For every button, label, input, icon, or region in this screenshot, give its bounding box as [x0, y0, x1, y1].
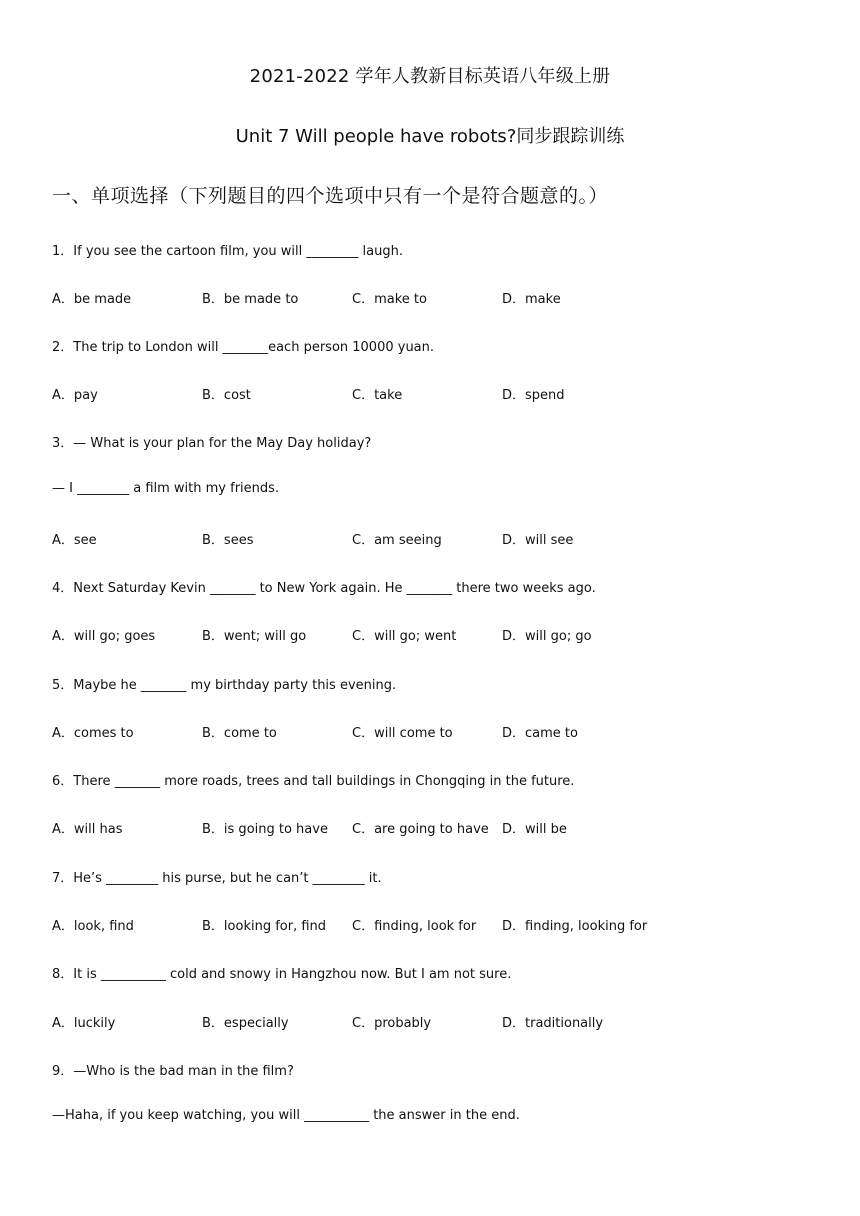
question-7-option-a: A．look, find — [52, 919, 134, 934]
question-7-option-d: D．finding, looking for — [502, 919, 648, 934]
question-1-stem: 1．If you see the cartoon film, you will ________ laugh. — [52, 244, 403, 259]
question-5-stem: 5．Maybe he _______ my birthday party this evening. — [52, 678, 397, 693]
question-8-option-c: C．probably — [352, 1016, 432, 1031]
question-3-option-b: B．sees — [202, 533, 254, 548]
question-3-option-c: C．am seeing — [352, 533, 442, 548]
question-3-stem-reply: — I ________ a film with my friends. — [52, 481, 280, 496]
question-2-option-a: A．pay — [52, 388, 98, 403]
question-9-stem-reply: —Haha, if you keep watching, you will __________ the answer in the end. — [52, 1108, 520, 1123]
question-5-option-b: B．come to — [202, 726, 277, 741]
question-8-stem: 8．It is __________ cold and snowy in Hangzhou now. But I am not sure. — [52, 967, 512, 982]
document-subtitle: Unit 7 Will people have robots?同步跟踪训练 — [235, 126, 625, 147]
question-6-option-c: C．are going to have — [352, 822, 489, 837]
question-6-option-a: A．will has — [52, 822, 123, 837]
question-4-option-a: A．will go; goes — [52, 629, 156, 644]
question-2-option-b: B．cost — [202, 388, 251, 403]
question-8-option-d: D．traditionally — [502, 1016, 604, 1031]
question-4-stem: 4．Next Saturday Kevin _______ to New York again. He _______ there two weeks ago. — [52, 581, 596, 596]
question-4-option-d: D．will go; go — [502, 629, 592, 644]
section-heading: 一、单项选择（下列题目的四个选项中只有一个是符合题意的。） — [52, 185, 609, 207]
question-3-option-d: D．will see — [502, 533, 574, 548]
question-1-option-b: B．be made to — [202, 292, 299, 307]
question-5-option-d: D．came to — [502, 726, 578, 741]
question-5-option-a: A．comes to — [52, 726, 134, 741]
question-8-option-b: B．especially — [202, 1016, 289, 1031]
question-5-option-c: C．will come to — [352, 726, 453, 741]
question-1-option-d: D．make — [502, 292, 561, 307]
question-6-stem: 6．There _______ more roads, trees and tall buildings in Chongqing in the future. — [52, 774, 575, 789]
question-1-option-c: C．make to — [352, 292, 427, 307]
question-7-stem: 7．He’s ________ his purse, but he can’t ________ it. — [52, 871, 382, 886]
question-4-option-c: C．will go; went — [352, 629, 457, 644]
question-8-option-a: A．luckily — [52, 1016, 116, 1031]
question-2-stem: 2．The trip to London will _______each person 10000 yuan. — [52, 340, 435, 355]
document-title: 2021-2022 学年人教新目标英语八年级上册 — [249, 66, 611, 87]
question-7-option-c: C．finding, look for — [352, 919, 477, 934]
question-9-stem: 9．—Who is the bad man in the film? — [52, 1064, 294, 1079]
question-2-option-d: D．spend — [502, 388, 565, 403]
question-3-stem: 3．— What is your plan for the May Day holiday? — [52, 436, 372, 451]
question-1-option-a: A．be made — [52, 292, 132, 307]
question-6-option-b: B．is going to have — [202, 822, 328, 837]
question-3-option-a: A．see — [52, 533, 97, 548]
question-2-option-c: C．take — [352, 388, 403, 403]
question-4-option-b: B．went; will go — [202, 629, 307, 644]
question-7-option-b: B．looking for, find — [202, 919, 327, 934]
question-6-option-d: D．will be — [502, 822, 567, 837]
